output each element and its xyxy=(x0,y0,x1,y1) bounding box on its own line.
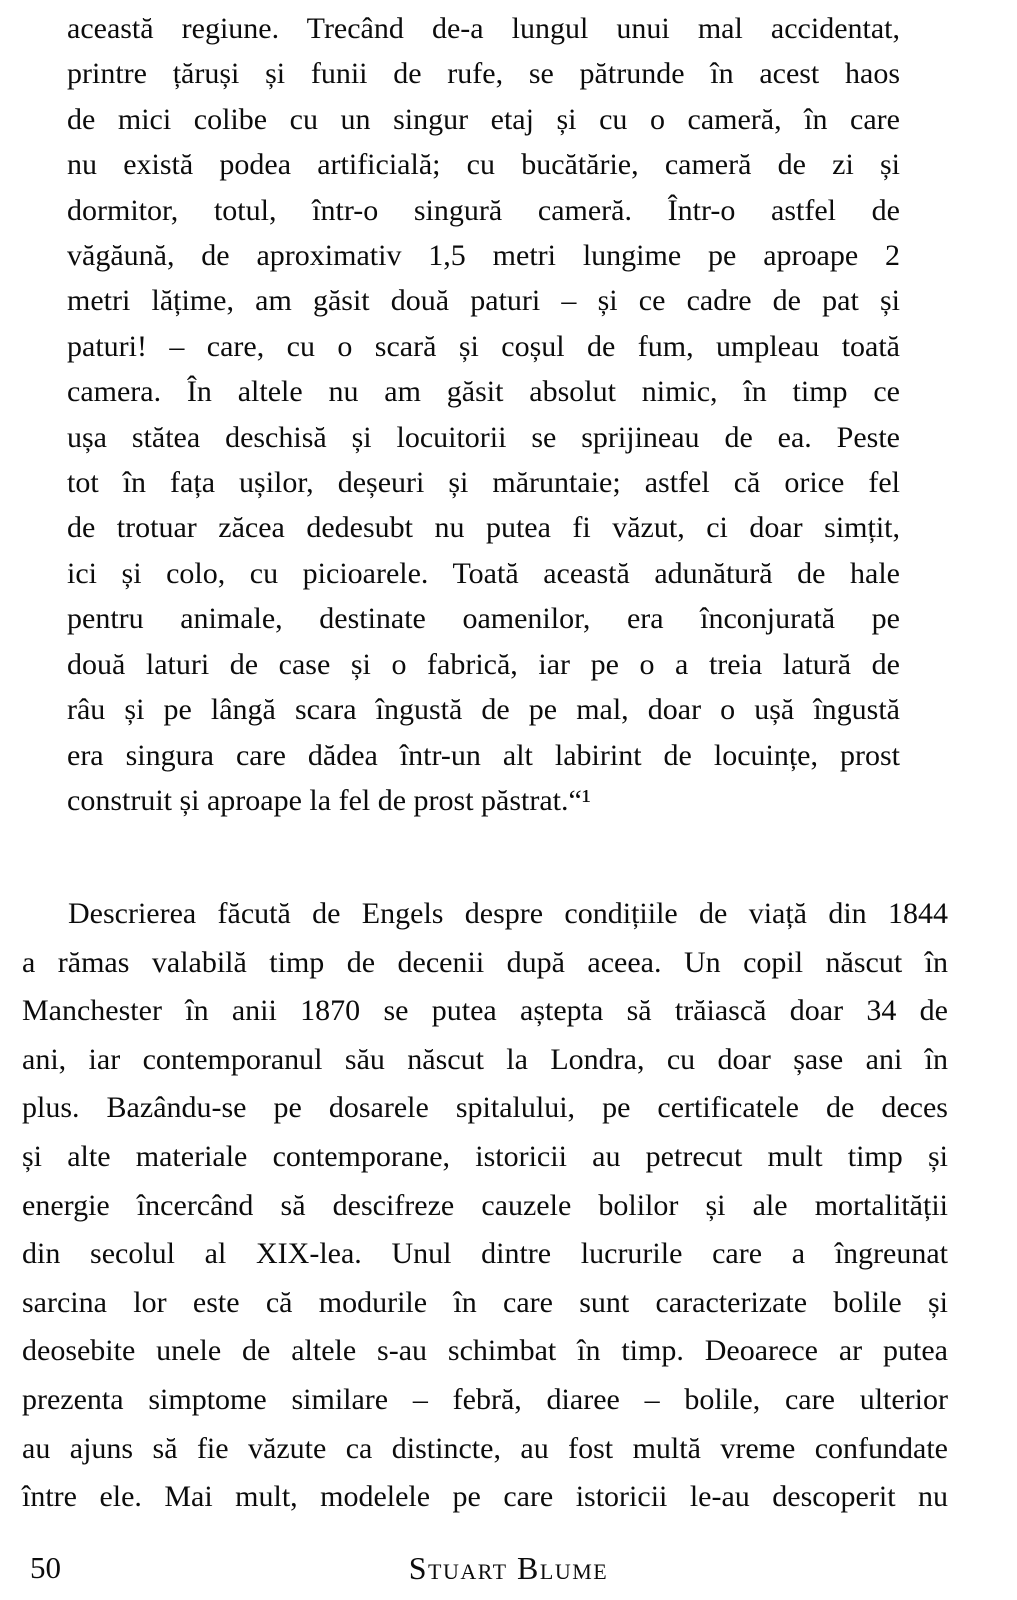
quote-line-with-footnote-marker: construit și aproape la fel de prost păstrat.“¹ xyxy=(67,783,591,817)
quote-line: metri lățime, am găsit două paturi – și ce cadre de pat și xyxy=(67,284,900,318)
quote-line: pentru animale, destinate oamenilor, era înconjurată pe xyxy=(67,602,900,636)
quote-line: paturi! – care, cu o scară și coșul de fum, umpleau toată xyxy=(67,329,900,363)
paragraph-line: între ele. Mai mult, modelele pe care istoricii le-au descoperit nu xyxy=(22,1480,948,1514)
paragraph-line: prezenta simptome similare – febră, diaree – bolile, care ulterior xyxy=(22,1382,948,1416)
paragraph-line: Manchester în anii 1870 se putea aștepta să trăiască doar 34 de xyxy=(22,994,948,1028)
body-paragraph xyxy=(22,890,948,1522)
quote-line: printre țăruși și funii de rufe, se pătrunde în acest haos xyxy=(67,57,900,91)
quote-line: ușa stătea deschisă și locuitorii se sprijineau de ea. Peste xyxy=(67,420,900,454)
paragraph-line: deosebite unele de altele s-au schimbat în timp. Deoarece ar putea xyxy=(22,1334,948,1368)
paragraph-line: a rămas valabilă timp de decenii după aceea. Un copil născut în xyxy=(22,945,948,979)
quote-line: văgăună, de aproximativ 1,5 metri lungime pe aproape 2 xyxy=(67,239,900,273)
page-number: 50 xyxy=(30,1550,61,1585)
paragraph-line: ani, iar contemporanul său născut la Londra, cu doar șase ani în xyxy=(22,1042,948,1076)
paragraph-line: sarcina lor este că modurile în care sunt caracterizate bolile și xyxy=(22,1285,948,1319)
paragraph-line: au ajuns să fie văzute ca distincte, au fost multă vreme confundate xyxy=(22,1431,948,1465)
quote-line: două laturi de case și o fabrică, iar pe o a treia latură de xyxy=(67,647,900,681)
quote-line: râu și pe lângă scara îngustă de pe mal, doar o ușă îngustă xyxy=(67,693,900,727)
paragraph-line: din secolul al XIX-lea. Unul dintre lucrurile care a îngreunat xyxy=(22,1237,948,1271)
quote-line: de mici colibe cu un singur etaj și cu o cameră, în care xyxy=(67,102,900,136)
quote-line: tot în fața ușilor, deșeuri și măruntaie; astfel că orice fel xyxy=(67,466,900,500)
quote-line: era singura care dădea într-un alt labirint de locuințe, prost xyxy=(67,738,900,772)
paragraph-line: și alte materiale contemporane, istoricii au petrecut mult timp și xyxy=(22,1139,948,1173)
quote-line: această regiune. Trecând de-a lungul unui mal accidentat, xyxy=(67,12,900,45)
quote-line: camera. În altele nu am găsit absolut nimic, în timp ce xyxy=(67,375,900,409)
quote-line: de trotuar zăcea dedesubt nu putea fi văzut, ci doar simțit, xyxy=(67,511,900,545)
paragraph-line: energie încercând să descifreze cauzele bolilor și ale mortalității xyxy=(22,1188,948,1222)
quote-line: dormitor, totul, într-o singură cameră. Într-o astfel de xyxy=(67,193,900,227)
page-footer xyxy=(0,1548,1017,1593)
paragraph-line: plus. Bazându-se pe dosarele spitalului, pe certificatele de deces xyxy=(22,1091,948,1125)
paragraph-line: Descrierea făcută de Engels despre condițiile de viață din 1844 xyxy=(68,897,948,930)
quote-block xyxy=(67,6,900,823)
quote-line: nu există podea artificială; cu bucătărie, cameră de zi și xyxy=(67,148,900,182)
running-header-author: Stuart Blume xyxy=(408,1550,609,1586)
quote-line: ici și colo, cu picioarele. Toată această adunătură de hale xyxy=(67,556,900,590)
